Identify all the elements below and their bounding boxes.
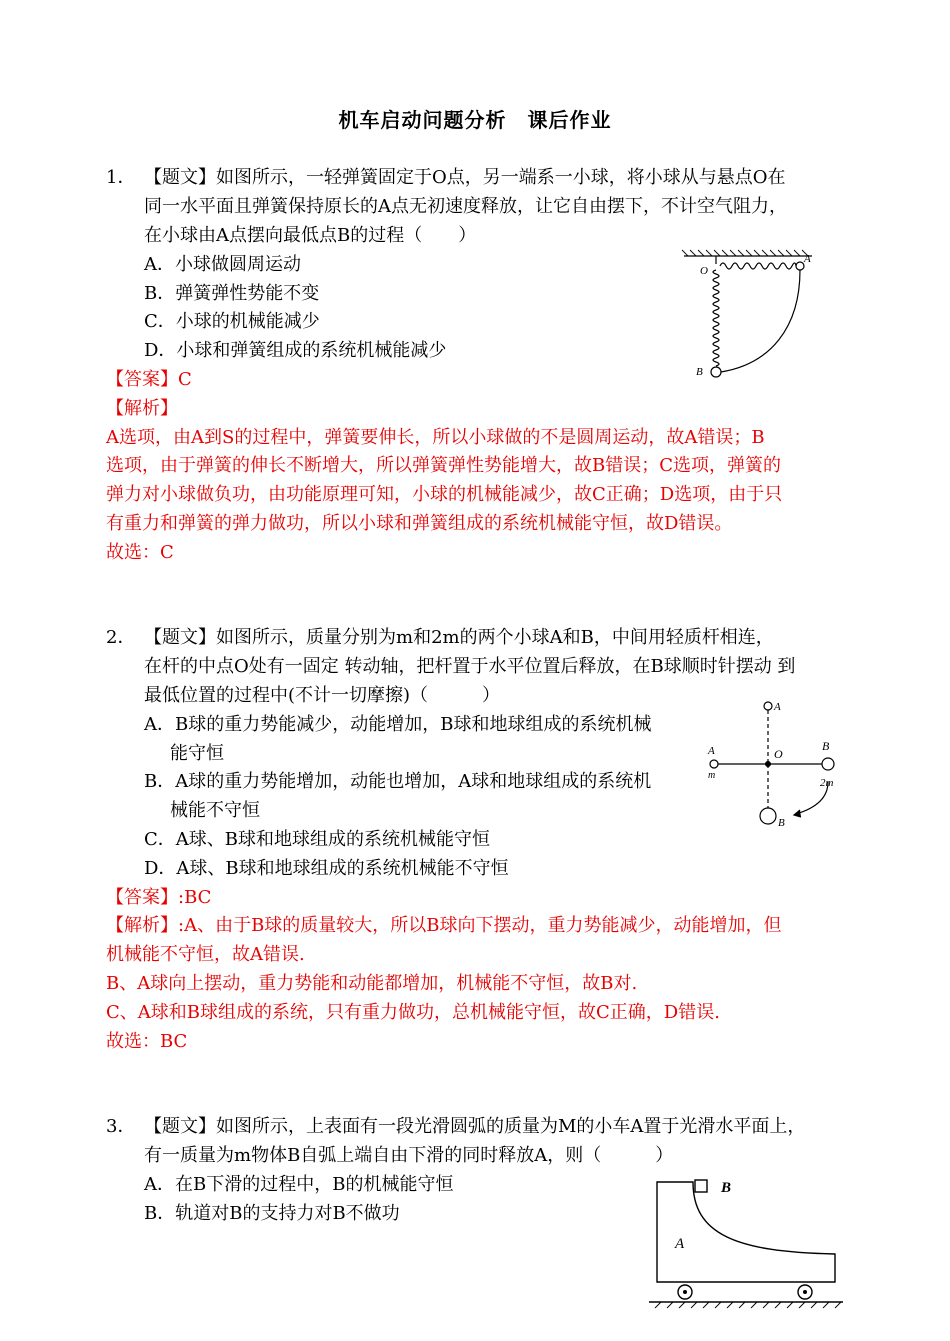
fig2-label-b-right: B [822,739,830,753]
q1-stem-line-2: 同一水平面且弹簧保持原长的A点无初速度释放，让它自由摆下，不计空气阻力， [144,196,787,217]
q2-answer [106,884,211,912]
q2-option-d: D．A球、B球和地球组成的系统机械能不守恒 [144,858,509,879]
q3-number: 3． [106,1116,136,1137]
q1-figure-spring-pendulum [680,248,820,380]
q2-analysis-line-3: B、A球向上摆动，重力势能和动能都增加，机械能不守恒，故B对. [106,973,638,994]
q2-stem-line-3: 最低位置的过程中(不计一切摩擦)（ ） [144,685,501,706]
fig3-label-a: A [675,1236,685,1252]
block-b [695,1180,707,1192]
fig1-label-a: A [804,253,811,265]
q2-analysis-line-2: 机械能不守恒，故A错误. [106,944,305,965]
q2-option-b: B．A球的重力势能增加，动能也增加，A球和地球组成的系统机 [144,771,652,792]
ball-a [796,262,804,270]
fig2-label-a-top: A [774,701,781,713]
q1-option-b: B．弹簧弹性势能不变 [144,283,320,304]
q2-answer-value: BC [184,887,212,908]
q1-analysis-line-1: A选项，由A到S的过程中，弹簧要伸长，所以小球做的不是圆周运动，故A错误；B [106,427,765,448]
pivot-o [765,761,771,767]
q1-stem-line-3: 在小球由A点摆向最低点B的过程（ ） [144,225,477,246]
ball-b-bottom [760,808,776,824]
q2-choice: 故选：BC [106,1031,188,1052]
ball-b-right [822,758,834,770]
fig2-label-a-left: A [708,745,715,757]
q1-answer [106,366,192,394]
swing-arc [721,270,800,372]
ground-hatch [655,1302,841,1308]
ball-a-left [710,760,718,768]
q2-option-a-cont: 能守恒 [170,743,224,764]
q2-analysis-text-1: A、由于B球的质量较大，所以B球向下摆动，重力势能减少，动能增加，但 [184,915,782,936]
fig2-label-o: O [774,747,783,761]
axle-left [683,1290,687,1294]
ceiling-hatch [682,250,808,256]
fig2-label-m: m [708,770,716,781]
q3-option-a: A．在B下滑的过程中，B的机械能守恒 [144,1174,454,1195]
q1-stem-line-1: 【题文】如图所示，一轻弹簧固定于O点，另一端系一小球，将小球从与悬点O在 [144,167,786,188]
horizontal-spring [720,263,796,269]
axle-right [803,1290,807,1294]
q2-analysis-label: 【解析】: [106,915,185,936]
q2-stem-line-2: 在杆的中点O处有一固定 转动轴，把杆置于水平位置后释放，在B球顺时针摆动 到 [144,656,796,677]
q2-option-a: A．B球的重力势能减少，动能增加，B球和地球组成的系统机械 [144,714,652,735]
q1-answer-label: 【答案】 [106,369,178,390]
fig1-label-b: B [696,366,703,378]
q2-number: 2． [106,627,136,648]
q2-stem-line-1: 【题文】如图所示，质量分别为m和2m的两个小球A和B，中间用轻质杆相连， [144,627,774,648]
q1-number: 1． [106,167,136,188]
q3-option-b: B．轨道对B的支持力对B不做功 [144,1203,400,1224]
q1-analysis-line-2: 选项，由于弹簧的伸长不断增大，所以弹簧弹性势能增大，故B错误；C选项，弹簧的 [106,455,781,476]
page-title: 机车启动问题分析 课后作业 [338,108,612,132]
q3-stem-line-2: 有一质量为m物体B自弧上端自由下滑的同时释放A，则（ ） [144,1145,674,1166]
q2-option-c: C．A球、B球和地球组成的系统机械能守恒 [144,829,490,850]
q3-figure-cart-arc [645,1174,845,1310]
fig3-label-b: B [721,1180,732,1196]
q1-analysis-label: 【解析】 [106,398,178,419]
fig1-label-o: O [700,265,708,277]
q2-option-b-cont: 械能不守恒 [170,800,260,821]
q2-figure-rod-balls [700,698,850,832]
q2-analysis-line-4: C、A球和B球组成的系统，只有重力做功，总机械能守恒，故C正确，D错误. [106,1002,720,1023]
cart-body [657,1182,835,1282]
q1-analysis-line-4: 有重力和弹簧的弹力做功，所以小球和弹簧组成的系统机械能守恒，故D错误。 [106,513,733,534]
q1-option-d: D．小球和弹簧组成的系统机械能减少 [144,340,447,361]
ball-a-top [764,702,772,710]
q3-stem-line-1: 【题文】如图所示，上表面有一段光滑圆弧的质量为M的小车A置于光滑水平面上， [144,1116,806,1137]
q1-option-c: C．小球的机械能减少 [144,311,320,332]
ball-b [711,367,721,377]
q1-analysis-line-3: 弹力对小球做负功，由功能原理可知，小球的机械能减少，故C正确；D选项，由于只 [106,484,783,505]
arrow-head [794,810,801,817]
q2-analysis-line-1 [106,912,782,940]
q1-answer-value: C [178,369,192,390]
vertical-spring [713,270,719,366]
q2-answer-label: 【答案】: [106,887,185,908]
q1-choice: 故选：C [106,542,174,563]
q1-option-a: A．小球做圆周运动 [144,254,301,275]
fig2-label-2m: 2m [820,777,834,789]
fig2-label-b-bottom: B [778,817,785,829]
